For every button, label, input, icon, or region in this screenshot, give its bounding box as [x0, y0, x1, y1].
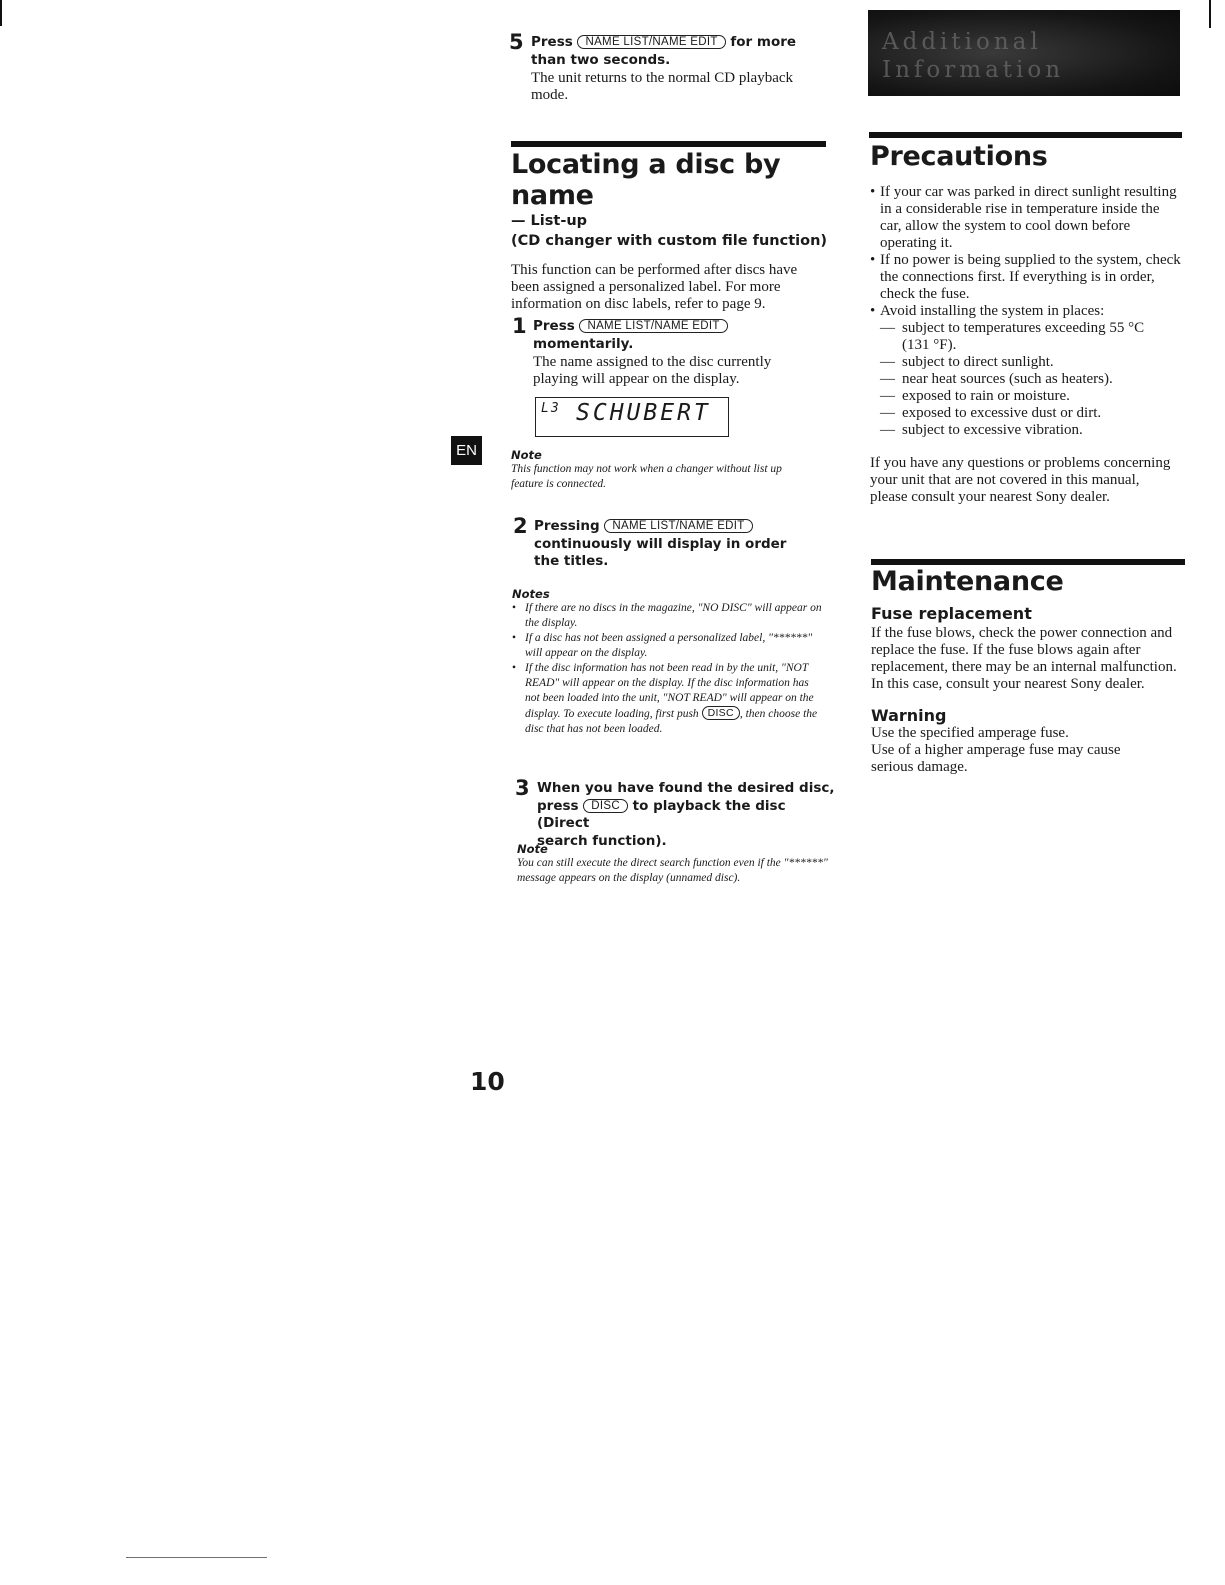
- precaution-item: • Avoid installing the system in places:: [870, 303, 1182, 320]
- warning-line-2: Use of a higher amperage fuse may cause serious damage.: [871, 742, 1121, 775]
- notes-2-first-push: first push: [655, 708, 699, 720]
- precaution-item: • If your car was parked in direct sunlight resulting in a considerable rise in temperature inside the car, allow the system to cool down before operating it.: [870, 184, 1182, 252]
- page-number: 10: [470, 1067, 505, 1096]
- step-1-momentarily: momentarily.: [533, 335, 634, 352]
- right-edge-mark: [1209, 0, 1211, 28]
- step-1-press: Press: [533, 318, 575, 334]
- lcd-display: [535, 397, 729, 437]
- step-2-number: 2: [513, 514, 528, 538]
- notes-2-item-end: , then choose the disc that has not been loaded.: [525, 708, 818, 735]
- step-2-heading-rest: continuously will display in order the titles.: [534, 535, 787, 569]
- notes-2-item: [512, 661, 824, 737]
- step-1-block: [533, 318, 833, 388]
- maintenance-section: [871, 566, 1183, 776]
- maintenance-rule: [871, 559, 1185, 565]
- precautions-closing: If you have any questions or problems concerning your unit that are not covered in this manual, please consult your nearest Sony dealer.: [870, 455, 1171, 505]
- left-edge-mark: [0, 0, 2, 26]
- locating-subtitle-listup: — List-up: [511, 213, 588, 229]
- notes-2-list: [512, 601, 824, 737]
- note-3-title: Note: [517, 842, 548, 856]
- step-5-block: [531, 34, 841, 104]
- step-5-for-more: for more: [730, 34, 797, 50]
- disc-button: DISC: [583, 799, 628, 813]
- locating-intro: This function can be performed after discs have been assigned a personalized label. For more information on disc labels, refer to page 9.: [511, 262, 798, 312]
- fuse-replacement-title: Fuse replacement: [871, 604, 1032, 623]
- step-1-number: 1: [512, 314, 527, 338]
- step-3-line3: search function).: [537, 832, 667, 849]
- locating-subtitle-changer: (CD changer with custom file function): [511, 232, 828, 249]
- precaution-place: — subject to direct sunlight.: [880, 354, 1182, 371]
- notes-2-item-text: If the disc information has not been read in by the unit, "NOT READ" will appear on the display. If the disc information has not been loaded into the unit, "NOT READ" will appear on the display. To execute loading,: [525, 662, 814, 720]
- precaution-place: — exposed to excessive dust or dirt.: [880, 405, 1182, 422]
- notes-2: [512, 587, 830, 737]
- en-tab-label: EN: [456, 442, 477, 459]
- precautions-section: [870, 141, 1182, 506]
- maintenance-title: Maintenance: [871, 566, 1064, 597]
- locating-title: Locating a disc by name: [511, 149, 781, 211]
- precaution-place: — subject to temperatures exceeding 55 °C (131 °F).: [880, 320, 1162, 354]
- warning-line-1: Use the specified amperage fuse.: [871, 725, 1069, 741]
- name-list-button: NAME LIST/NAME EDIT: [577, 35, 725, 49]
- note-1: [511, 448, 821, 492]
- precaution-place: — subject to excessive vibration.: [880, 422, 1182, 439]
- step-5-number: 5: [509, 30, 524, 54]
- note-3: [517, 842, 832, 886]
- precautions-list: [870, 184, 1182, 320]
- bottom-line: [126, 1557, 267, 1558]
- warning-title: Warning: [871, 705, 947, 725]
- step-3-block: [537, 780, 837, 850]
- notes-2-title: Notes: [512, 587, 550, 601]
- step-3-playback: to playback the disc (Direct: [537, 797, 786, 831]
- fuse-replacement-text: If the fuse blows, check the power connection and replace the fuse. If the fuse blows again after replacement, there may be an internal malfunction. In this case, consult your nearest Sony dealer.: [871, 624, 1177, 692]
- precautions-places-list: [870, 320, 1182, 439]
- lcd-disc-name: SCHUBERT: [576, 400, 711, 426]
- step-2-pressing: Pressing: [534, 518, 600, 534]
- precaution-item: • If no power is being supplied to the system, check the connections first. If everything is in order, check the fuse.: [870, 252, 1182, 303]
- step-5-press: Press: [531, 34, 573, 50]
- precaution-place: — near heat sources (such as heaters).: [880, 371, 1182, 388]
- precautions-title: Precautions: [870, 141, 1048, 172]
- precaution-place: — exposed to rain or moisture.: [880, 388, 1182, 405]
- step-1-heading: [533, 318, 833, 353]
- lcd-disc-number: L3: [541, 401, 561, 416]
- disc-button: DISC: [702, 706, 740, 720]
- section-header-text: Additional Information: [882, 29, 1065, 83]
- step-5-body: The unit returns to the normal CD playback mode.: [531, 70, 794, 103]
- step-3-press: press: [537, 797, 579, 814]
- name-list-button: NAME LIST/NAME EDIT: [604, 519, 752, 533]
- step-5-heading-line2: than two seconds.: [531, 51, 671, 68]
- locating-section-rule: [511, 141, 826, 147]
- precautions-rule: [869, 132, 1182, 138]
- step-2-block: [534, 518, 824, 571]
- step-5-heading: [531, 34, 841, 69]
- section-header-box: [868, 10, 1180, 96]
- locating-section: [511, 149, 831, 313]
- step-2-heading: [534, 518, 824, 571]
- note-3-text: You can still execute the direct search function even if the "******" message appears on the display (unnamed disc).: [517, 857, 828, 884]
- note-1-text: This function may not work when a changer without list up feature is connected.: [511, 463, 782, 490]
- name-list-button: NAME LIST/NAME EDIT: [579, 319, 727, 333]
- notes-2-item: • If a disc has not been assigned a personalized label, "******" will appear on the display.: [512, 631, 824, 661]
- en-language-tab: [451, 436, 482, 465]
- step-3-heading: [537, 780, 837, 850]
- notes-2-item: • If there are no discs in the magazine, "NO DISC" will appear on the display.: [512, 601, 824, 631]
- step-3-number: 3: [515, 776, 530, 800]
- step-3-line1: When you have found the desired disc,: [537, 780, 835, 796]
- note-1-title: Note: [511, 448, 542, 462]
- step-1-body: The name assigned to the disc currently playing will appear on the display.: [533, 354, 772, 387]
